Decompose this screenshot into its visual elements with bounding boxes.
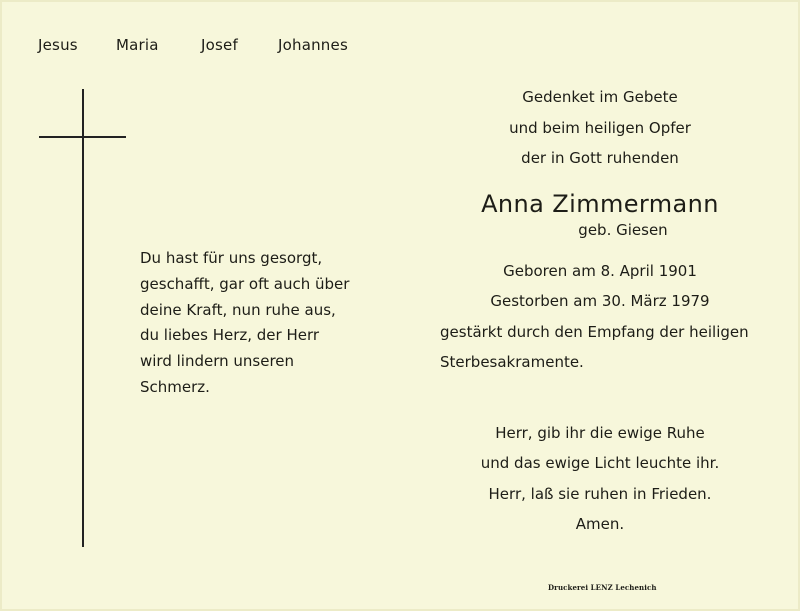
birth-date: Geboren am 8. April 1901 — [503, 261, 697, 280]
prayer-line: Amen. — [575, 515, 625, 533]
poem-line: du liebes Herz, der Herr — [140, 326, 320, 345]
dates-block — [410, 256, 790, 378]
name-jesus: Jesus — [38, 36, 78, 54]
poem-line: geschafft, gar oft auch über — [140, 274, 350, 293]
prayer-line: und das ewige Licht leuchte ihr. — [480, 454, 720, 472]
cross-crossbar — [39, 136, 126, 138]
poem-verse — [140, 246, 380, 401]
printer-imprint: Druckerei LENZ Lechenich — [548, 583, 657, 592]
intro-line: und beim heiligen Opfer — [509, 118, 691, 137]
deceased-name: Anna Zimmermann — [481, 189, 719, 218]
poem-line: deine Kraft, nun ruhe aus, — [140, 300, 336, 319]
intro-block — [410, 82, 790, 174]
name-johannes: Johannes — [278, 36, 348, 54]
name-josef: Josef — [201, 36, 238, 54]
intro-line: der in Gott ruhenden — [521, 149, 679, 167]
obituary-text — [410, 82, 790, 540]
poem-line: wird lindern unseren — [140, 352, 295, 371]
cross-icon — [82, 89, 84, 547]
intro-line: Gedenket im Gebete — [522, 88, 678, 106]
prayer-line: Herr, laß sie ruhen in Frieden. — [488, 484, 712, 503]
prayer-line: Herr, gib ihr die ewige Ruhe — [495, 423, 705, 442]
poem-line: Du hast für uns gesorgt, — [140, 249, 323, 267]
poem-line: Schmerz. — [140, 377, 210, 396]
death-date: Gestorben am 30. März 1979 — [490, 292, 710, 310]
sacrament-line: Sterbesakramente. — [440, 353, 584, 371]
name-maria: Maria — [116, 36, 159, 54]
sacrament-line: gestärkt durch den Empfang der heiligen — [440, 322, 749, 341]
holy-names-header — [0, 36, 400, 60]
maiden-name: geb. Giesen — [578, 220, 668, 239]
prayer-block — [410, 418, 790, 540]
